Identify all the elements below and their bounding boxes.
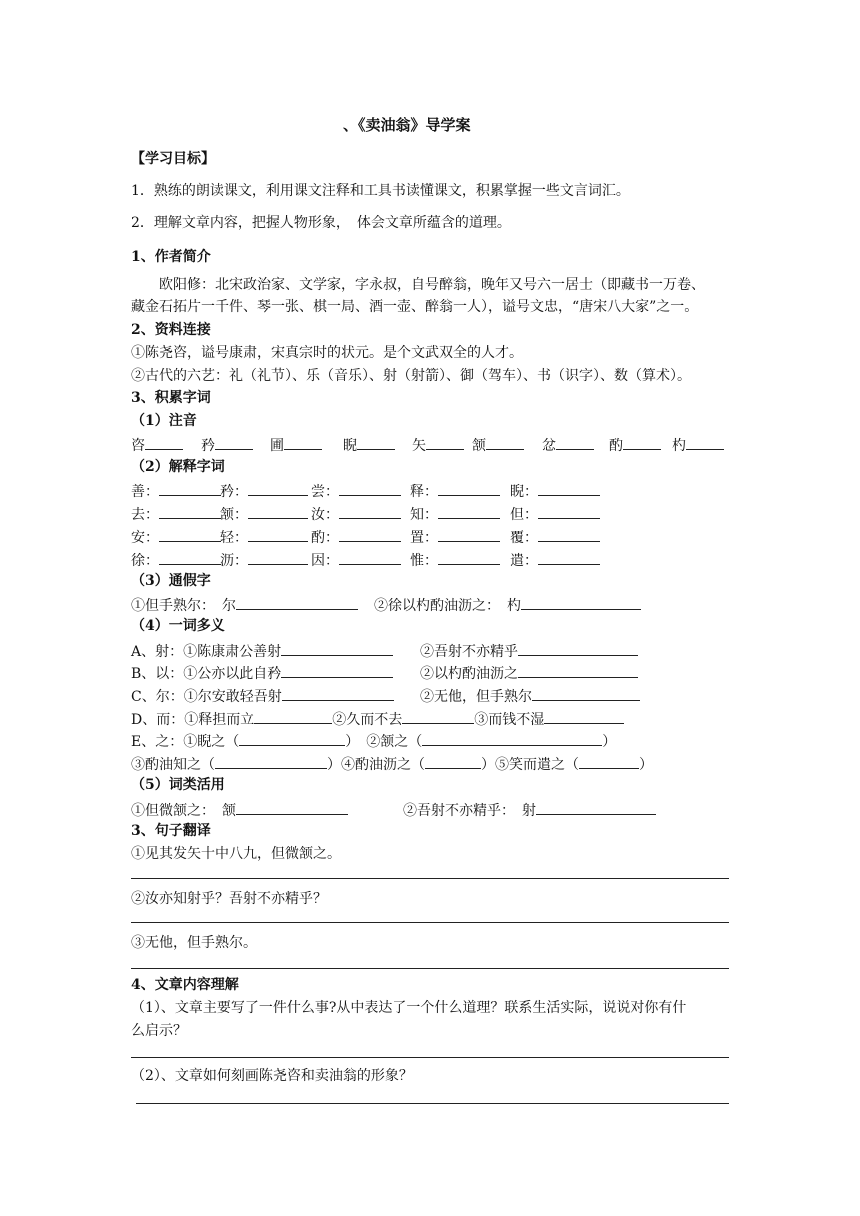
pinyin-item: 忿 bbox=[542, 435, 594, 455]
pinyin-item: 颔 bbox=[472, 435, 524, 455]
define-item: 遣： bbox=[510, 550, 600, 570]
pinyin-item: 圃 bbox=[270, 435, 322, 455]
section-author-heading: 1、作者简介 bbox=[131, 249, 211, 265]
answer-blank[interactable] bbox=[402, 709, 474, 724]
answer-blank[interactable] bbox=[438, 550, 500, 565]
define-item: 轻： bbox=[220, 527, 308, 547]
question-1-line-2: 么启示？ bbox=[131, 1023, 187, 1039]
polysemy-c-1: C、尔：①尔安敢轻吾射 bbox=[131, 686, 394, 706]
page-title: 、《卖油翁》导学案 bbox=[343, 116, 471, 134]
answer-blank[interactable] bbox=[623, 435, 661, 450]
answer-blank[interactable] bbox=[215, 435, 253, 450]
define-item: 置： bbox=[410, 527, 500, 547]
answer-blank[interactable] bbox=[339, 550, 401, 565]
answer-blank[interactable] bbox=[282, 686, 394, 701]
materials-line-2: ②古代的六艺：礼（礼节）、乐（音乐）、射（射箭）、御（驾车）、书（识字）、数（算术）。 bbox=[131, 368, 691, 384]
section-comprehension-heading: 4、文章内容理解 bbox=[131, 977, 239, 993]
answer-blank[interactable] bbox=[486, 435, 524, 450]
polysemy-f: ③酌油知之（ ）④酌油沥之（ ）⑤笑而遣之（ ） bbox=[131, 754, 653, 774]
answer-blank[interactable] bbox=[538, 481, 600, 496]
answer-blank[interactable] bbox=[538, 550, 600, 565]
answer-blank[interactable] bbox=[438, 481, 500, 496]
answer-line[interactable] bbox=[131, 878, 729, 879]
materials-line-1: ①陈尧咨，谥号康肃，宋真宗时的状元。是个文武双全的人才。 bbox=[131, 345, 523, 361]
sub-polysemy-heading: （4）一词多义 bbox=[131, 618, 225, 634]
define-item: 去： bbox=[131, 504, 221, 524]
answer-blank[interactable] bbox=[521, 595, 641, 610]
polysemy-b-1: B、以：①公亦以此自矜 bbox=[131, 663, 393, 683]
answer-blank[interactable] bbox=[579, 754, 639, 769]
answer-blank[interactable] bbox=[544, 709, 624, 724]
question-1-line-1: （1）、文章主要写了一件什么事?从中表达了一个什么道理？联系生活实际，说说对你有什 bbox=[131, 1000, 687, 1016]
answer-blank[interactable] bbox=[248, 527, 308, 542]
answer-blank[interactable] bbox=[518, 663, 638, 678]
answer-blank[interactable] bbox=[145, 435, 183, 450]
goals-heading: 【学习目标】 bbox=[131, 151, 215, 167]
define-item: 矜： bbox=[220, 481, 308, 501]
define-item: 因： bbox=[311, 550, 401, 570]
pinyin-item: 咨 bbox=[131, 435, 183, 455]
polysemy-c-2: ②无他，但手熟尔 bbox=[420, 686, 640, 706]
polysemy-a-1: A、射：①陈康肃公善射 bbox=[131, 641, 393, 661]
answer-line[interactable] bbox=[136, 1103, 729, 1104]
define-item: 沥： bbox=[220, 550, 308, 570]
answer-blank[interactable] bbox=[422, 731, 602, 746]
pinyin-item: 矜 bbox=[201, 435, 253, 455]
polysemy-d: D、而：①释担而立 ②久而不去 ③而钱不湿 bbox=[131, 709, 624, 729]
pinyin-item: 酌 bbox=[609, 435, 661, 455]
answer-blank[interactable] bbox=[339, 527, 401, 542]
answer-blank[interactable] bbox=[215, 754, 327, 769]
goal-1: 1．熟练的朗读课文，利用课文注释和工具书读懂课文，积累掌握一些文言词汇。 bbox=[131, 183, 630, 199]
pinyin-item: 矢 bbox=[412, 435, 464, 455]
answer-blank[interactable] bbox=[239, 731, 345, 746]
answer-blank[interactable] bbox=[339, 481, 401, 496]
answer-blank[interactable] bbox=[536, 800, 656, 815]
answer-blank[interactable] bbox=[281, 641, 393, 656]
define-item: 释： bbox=[410, 481, 500, 501]
answer-blank[interactable] bbox=[284, 435, 322, 450]
sub-pinyin-heading: （1）注音 bbox=[131, 413, 197, 429]
pinyin-item: 睨 bbox=[343, 435, 395, 455]
answer-line[interactable] bbox=[131, 968, 729, 969]
define-item: 颔： bbox=[220, 504, 308, 524]
polysemy-e: E、之：①睨之（ ） ②颔之（ ） bbox=[131, 731, 616, 751]
answer-blank[interactable] bbox=[425, 754, 481, 769]
answer-blank[interactable] bbox=[236, 800, 348, 815]
answer-blank[interactable] bbox=[159, 527, 221, 542]
sub-define-heading: （2）解释字词 bbox=[131, 459, 225, 475]
define-item: 但： bbox=[510, 504, 600, 524]
answer-line[interactable] bbox=[131, 1057, 729, 1058]
answer-blank[interactable] bbox=[248, 481, 308, 496]
section-translation-heading: 3、句子翻译 bbox=[131, 823, 211, 839]
translation-sentence-1: ①见其发矢十中八九，但微颔之。 bbox=[131, 846, 341, 862]
define-item: 睨： bbox=[510, 481, 600, 501]
word-class-item-2: ②吾射不亦精乎： 射 bbox=[403, 800, 656, 820]
define-item: 徐： bbox=[131, 550, 221, 570]
define-item: 汝： bbox=[311, 504, 401, 524]
define-item: 尝： bbox=[311, 481, 401, 501]
translation-sentence-3: ③无他，但手熟尔。 bbox=[131, 935, 257, 951]
answer-blank[interactable] bbox=[538, 504, 600, 519]
answer-blank[interactable] bbox=[236, 595, 358, 610]
answer-blank[interactable] bbox=[518, 641, 638, 656]
author-text-line-1: 欧阳修：北宋政治家、文学家，字永叔，自号醉翁，晚年又号六一居士（即藏书一万卷、 bbox=[131, 277, 705, 293]
answer-blank[interactable] bbox=[357, 435, 395, 450]
polysemy-a-2: ②吾射不亦精乎 bbox=[420, 641, 638, 661]
answer-blank[interactable] bbox=[538, 527, 600, 542]
answer-blank[interactable] bbox=[159, 481, 221, 496]
answer-blank[interactable] bbox=[438, 527, 500, 542]
answer-blank[interactable] bbox=[339, 504, 401, 519]
tongjia-item-2: ②徐以杓酌油沥之： 杓 bbox=[374, 595, 641, 615]
answer-blank[interactable] bbox=[686, 435, 724, 450]
define-item: 惟： bbox=[410, 550, 500, 570]
answer-blank[interactable] bbox=[438, 504, 500, 519]
answer-blank[interactable] bbox=[426, 435, 464, 450]
tongjia-item-1: ①但手熟尔： 尔 bbox=[131, 595, 358, 615]
answer-blank[interactable] bbox=[159, 550, 221, 565]
answer-blank[interactable] bbox=[556, 435, 594, 450]
define-item: 安： bbox=[131, 527, 221, 547]
section-materials-heading: 2、资料连接 bbox=[131, 322, 211, 338]
sub-tongjia-heading: （3）通假字 bbox=[131, 573, 211, 589]
answer-blank[interactable] bbox=[532, 686, 640, 701]
define-item: 酌： bbox=[311, 527, 401, 547]
goal-2: 2．理解文章内容，把握人物形象， 体会文章所蕴含的道理。 bbox=[131, 215, 511, 231]
answer-blank[interactable] bbox=[248, 504, 308, 519]
answer-blank[interactable] bbox=[254, 709, 332, 724]
answer-blank[interactable] bbox=[159, 504, 221, 519]
polysemy-b-2: ②以杓酌油沥之 bbox=[420, 663, 638, 683]
define-item: 知： bbox=[410, 504, 500, 524]
answer-blank[interactable] bbox=[248, 550, 308, 565]
word-class-item-1: ①但微颔之： 颔 bbox=[131, 800, 348, 820]
answer-blank[interactable] bbox=[281, 663, 393, 678]
section-vocab-heading: 3、积累字词 bbox=[131, 390, 211, 406]
define-item: 覆： bbox=[510, 527, 600, 547]
pinyin-item: 杓 bbox=[672, 435, 724, 455]
sub-word-class-heading: （5）词类活用 bbox=[131, 777, 225, 793]
translation-sentence-2: ②汝亦知射乎？吾射不亦精乎？ bbox=[131, 891, 327, 907]
answer-line[interactable] bbox=[131, 922, 729, 923]
author-text-line-2: 藏金石拓片一千件、琴一张、棋一局、酒一壶、醉翁一人），谥号文忠，“唐宋八大家”之一。 bbox=[131, 299, 699, 315]
define-item: 善： bbox=[131, 481, 221, 501]
question-2: （2）、文章如何刻画陈尧咨和卖油翁的形象？ bbox=[131, 1068, 413, 1084]
